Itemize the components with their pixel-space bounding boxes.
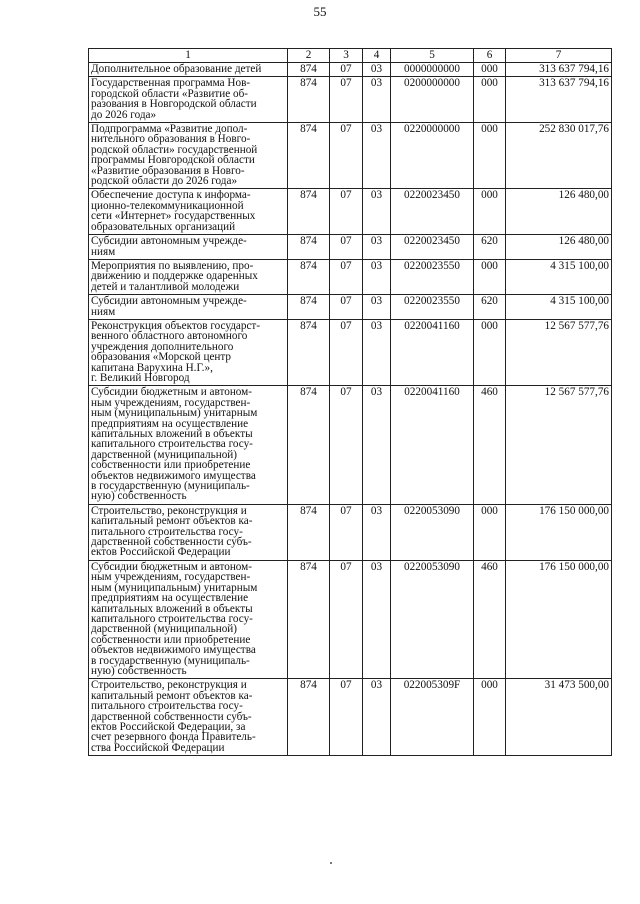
row-admin-code-cell: 874	[288, 679, 330, 756]
row-name-cell: Мероприятия по выявлению, про- движению и поддержке одаренных детей и талантливой молодежи	[89, 259, 288, 294]
row-expense-type-cell: 000	[474, 63, 506, 77]
table-row	[89, 235, 612, 260]
table-row	[89, 295, 612, 320]
row-amount-cell: 176 150 000,00	[506, 560, 612, 678]
row-target-article-cell: 0220023450	[391, 189, 474, 235]
row-name-cell: Субсидии автономным учрежде- ниям	[89, 295, 288, 320]
row-admin-code-cell: 874	[288, 123, 330, 189]
row-expense-type-cell: 000	[474, 319, 506, 385]
row-subsection-cell: 03	[363, 386, 391, 504]
row-admin-code-cell: 874	[288, 77, 330, 123]
table-row	[89, 679, 612, 756]
row-target-article-cell: 0220023550	[391, 295, 474, 320]
header-col-3: 3	[330, 49, 363, 63]
row-expense-type-cell: 620	[474, 235, 506, 260]
table-row	[89, 560, 612, 678]
row-target-article-cell: 0220000000	[391, 123, 474, 189]
row-admin-code-cell: 874	[288, 189, 330, 235]
row-expense-type-cell: 000	[474, 189, 506, 235]
row-section-cell: 07	[330, 560, 363, 678]
row-name-cell: Дополнительное образование детей	[89, 63, 288, 77]
row-target-article-cell: 0220041160	[391, 319, 474, 385]
row-expense-type-cell: 460	[474, 386, 506, 504]
row-name-cell: Государственная программа Нов- городской области «Развитие об- разования в Новгородской области до 2026 года»	[89, 77, 288, 123]
row-expense-type-cell: 000	[474, 77, 506, 123]
row-section-cell: 07	[330, 259, 363, 294]
row-amount-cell: 313 637 794,16	[506, 77, 612, 123]
row-section-cell: 07	[330, 235, 363, 260]
row-target-article-cell: 0200000000	[391, 77, 474, 123]
row-target-article-cell: 0220041160	[391, 386, 474, 504]
row-name-cell: Строительство, реконструкция и капитальный ремонт объектов ка- питального строительства госу- дарственной собственности субъ- ектов Российской Федерации, за счет резервного фонда Правитель- ства Российской Федерации	[89, 679, 288, 756]
row-admin-code-cell: 874	[288, 259, 330, 294]
table-row	[89, 63, 612, 77]
row-subsection-cell: 03	[363, 77, 391, 123]
header-col-6: 6	[474, 49, 506, 63]
row-section-cell: 07	[330, 679, 363, 756]
table-row	[89, 259, 612, 294]
row-subsection-cell: 03	[363, 560, 391, 678]
row-subsection-cell: 03	[363, 504, 391, 560]
row-admin-code-cell: 874	[288, 504, 330, 560]
row-admin-code-cell: 874	[288, 63, 330, 77]
row-amount-cell: 12 567 577,76	[506, 386, 612, 504]
header-col-2: 2	[288, 49, 330, 63]
row-target-article-cell: 0220023450	[391, 235, 474, 260]
scan-speck	[330, 862, 332, 864]
page-number: 55	[313, 4, 327, 19]
row-expense-type-cell: 620	[474, 295, 506, 320]
row-target-article-cell: 0220053090	[391, 560, 474, 678]
table-row	[89, 189, 612, 235]
row-admin-code-cell: 874	[288, 560, 330, 678]
row-target-article-cell: 022005309F	[391, 679, 474, 756]
row-subsection-cell: 03	[363, 189, 391, 235]
row-section-cell: 07	[330, 504, 363, 560]
row-subsection-cell: 03	[363, 259, 391, 294]
row-section-cell: 07	[330, 319, 363, 385]
row-section-cell: 07	[330, 77, 363, 123]
table-row	[89, 123, 612, 189]
header-col-5: 5	[391, 49, 474, 63]
row-name-cell: Реконструкция объектов государст- венного областного автономного учреждения дополнительного образования «Морской центр капитана Варухина Н.Г.», г. Великий Новгород	[89, 319, 288, 385]
row-name-cell: Субсидии автономным учрежде- ниям	[89, 235, 288, 260]
row-section-cell: 07	[330, 386, 363, 504]
row-amount-cell: 31 473 500,00	[506, 679, 612, 756]
row-name-cell: Подпрограмма «Развитие допол- нительного образования в Новго- родской области» государственной программы Новгородской области «Развитие образования в Новго- родской области до 2026 года»	[89, 123, 288, 189]
table-header-row	[89, 49, 612, 63]
table-body	[89, 63, 612, 756]
row-amount-cell: 176 150 000,00	[506, 504, 612, 560]
row-target-article-cell: 0220023550	[391, 259, 474, 294]
row-subsection-cell: 03	[363, 63, 391, 77]
row-section-cell: 07	[330, 63, 363, 77]
row-subsection-cell: 03	[363, 319, 391, 385]
row-section-cell: 07	[330, 189, 363, 235]
table-row	[89, 319, 612, 385]
row-amount-cell: 12 567 577,76	[506, 319, 612, 385]
row-target-article-cell: 0220053090	[391, 504, 474, 560]
row-section-cell: 07	[330, 123, 363, 189]
row-subsection-cell: 03	[363, 679, 391, 756]
row-subsection-cell: 03	[363, 235, 391, 260]
table-row	[89, 504, 612, 560]
row-amount-cell: 313 637 794,16	[506, 63, 612, 77]
row-amount-cell: 252 830 017,76	[506, 123, 612, 189]
budget-table	[88, 48, 612, 756]
row-expense-type-cell: 460	[474, 560, 506, 678]
row-admin-code-cell: 874	[288, 295, 330, 320]
row-expense-type-cell: 000	[474, 679, 506, 756]
header-col-7: 7	[506, 49, 612, 63]
row-name-cell: Субсидии бюджетным и автоном- ным учреждениям, государствен- ным (муниципальным) унитарным предприятиям на осуществление капитальных вложений в объекты капитального строительства госу- дарственной (муниципальной) собственности или приобретение объектов недвижимого имущества в государственную (муниципаль- ную) собственность	[89, 560, 288, 678]
header-col-1: 1	[89, 49, 288, 63]
row-amount-cell: 4 315 100,00	[506, 259, 612, 294]
row-name-cell: Субсидии бюджетным и автоном- ным учреждениям, государствен- ным (муниципальным) унитарным предприятиям на осуществление капитальных вложений в объекты капитального строительства госу- дарственной (муниципальной) собственности или приобретение объектов недвижимого имущества в государственную (муниципаль- ную) собственность	[89, 386, 288, 504]
row-expense-type-cell: 000	[474, 504, 506, 560]
table-row	[89, 77, 612, 123]
row-amount-cell: 126 480,00	[506, 235, 612, 260]
table-row	[89, 386, 612, 504]
row-admin-code-cell: 874	[288, 386, 330, 504]
row-amount-cell: 4 315 100,00	[506, 295, 612, 320]
row-name-cell: Обеспечение доступа к информа- ционно-телекоммуникационной сети «Интернет» государственных образовательных организаций	[89, 189, 288, 235]
header-col-4: 4	[363, 49, 391, 63]
row-amount-cell: 126 480,00	[506, 189, 612, 235]
row-expense-type-cell: 000	[474, 259, 506, 294]
row-section-cell: 07	[330, 295, 363, 320]
row-name-cell: Строительство, реконструкция и капитальный ремонт объектов ка- питального строительства госу- дарственной собственности субъ- ектов Российской Федерации	[89, 504, 288, 560]
row-subsection-cell: 03	[363, 123, 391, 189]
row-expense-type-cell: 000	[474, 123, 506, 189]
row-admin-code-cell: 874	[288, 235, 330, 260]
row-subsection-cell: 03	[363, 295, 391, 320]
row-target-article-cell: 0000000000	[391, 63, 474, 77]
row-admin-code-cell: 874	[288, 319, 330, 385]
